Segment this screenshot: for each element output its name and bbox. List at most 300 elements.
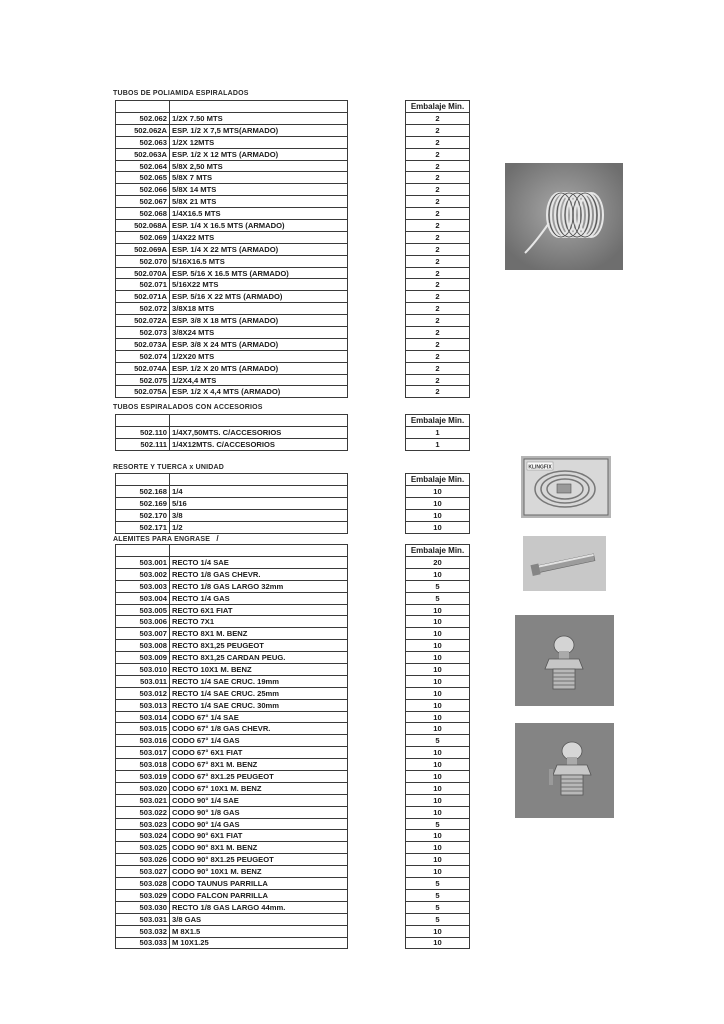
qty-table-alemites (405, 544, 470, 949)
item-code: 503.029 (116, 889, 170, 901)
item-code: 503.005 (116, 604, 170, 616)
table-row (116, 362, 348, 374)
table-row (116, 427, 348, 439)
item-qty: 10 (406, 747, 470, 759)
item-qty: 5 (406, 889, 470, 901)
item-qty: 10 (406, 723, 470, 735)
pen-mark-icon: / (216, 534, 219, 543)
table-row (116, 438, 348, 450)
table-row (116, 878, 348, 890)
qty-row (406, 184, 470, 196)
item-description: RECTO 1/4 SAE (170, 557, 348, 569)
table-row (116, 255, 348, 267)
item-description: 5/8X 21 MTS (170, 196, 348, 208)
qty-row (406, 628, 470, 640)
qty-row (406, 303, 470, 315)
items-table-tubos-poliamida (115, 100, 348, 398)
table-row (116, 640, 348, 652)
header-desc-cell (170, 545, 348, 557)
qty-row (406, 711, 470, 723)
table-row (116, 196, 348, 208)
item-code: 503.003 (116, 580, 170, 592)
header-desc-cell (170, 474, 348, 486)
item-code: 503.018 (116, 759, 170, 771)
qty-header-row (406, 545, 470, 557)
item-code: 503.030 (116, 901, 170, 913)
qty-row (406, 160, 470, 172)
qty-row (406, 267, 470, 279)
item-code: 502.074A (116, 362, 170, 374)
item-code: 503.009 (116, 652, 170, 664)
table-row (116, 664, 348, 676)
item-qty: 2 (406, 220, 470, 232)
qty-row (406, 427, 470, 439)
section-title-tubos-accesorios: TUBOS ESPIRALADOS CON ACCESORIOS (113, 404, 263, 411)
qty-row (406, 374, 470, 386)
item-code: 503.014 (116, 711, 170, 723)
qty-row (406, 830, 470, 842)
item-description: RECTO 1/4 SAE CRUC. 25mm (170, 687, 348, 699)
item-qty: 2 (406, 231, 470, 243)
grease-fitting-angled-photo (515, 723, 614, 818)
item-code: 503.019 (116, 771, 170, 783)
qty-row (406, 315, 470, 327)
item-qty: 10 (406, 687, 470, 699)
item-qty: 10 (406, 509, 470, 521)
item-description: RECTO 8X1 M. BENZ (170, 628, 348, 640)
item-code: 502.066 (116, 184, 170, 196)
item-qty: 10 (406, 866, 470, 878)
header-code-cell (116, 545, 170, 557)
item-qty: 10 (406, 497, 470, 509)
qty-row (406, 878, 470, 890)
items-header-row (116, 415, 348, 427)
item-code: 502.065 (116, 172, 170, 184)
table-row (116, 580, 348, 592)
section-title-alemites-label: ALEMITES PARA ENGRASE (113, 536, 211, 543)
qty-row (406, 640, 470, 652)
table-row (116, 901, 348, 913)
item-code: 502.067 (116, 196, 170, 208)
item-qty: 2 (406, 303, 470, 315)
item-description: 1/4X7,50MTS. C/ACCESORIOS (170, 427, 348, 439)
item-description: 1/4X22 MTS (170, 231, 348, 243)
table-row (116, 604, 348, 616)
item-code: 502.111 (116, 438, 170, 450)
item-description: CODO 67° 10X1 M. BENZ (170, 782, 348, 794)
table-row (116, 386, 348, 398)
item-description: RECTO 1/8 GAS CHEVR. (170, 568, 348, 580)
item-description: ESP. 1/2 X 12 MTS (ARMADO) (170, 148, 348, 160)
item-code: 502.071 (116, 279, 170, 291)
table-row (116, 374, 348, 386)
item-description: 3/8X18 MTS (170, 303, 348, 315)
item-code: 502.069A (116, 243, 170, 255)
item-qty: 10 (406, 771, 470, 783)
item-description: 1/2X 7.50 MTS (170, 113, 348, 125)
item-description: ESP. 1/4 X 16.5 MTS (ARMADO) (170, 220, 348, 232)
table-row (116, 854, 348, 866)
grease-fitting-straight-photo (515, 615, 614, 706)
item-qty: 2 (406, 350, 470, 362)
qty-row (406, 243, 470, 255)
item-description: ESP. 1/4 X 22 MTS (ARMADO) (170, 243, 348, 255)
item-code: 503.032 (116, 925, 170, 937)
item-description: CODO 90° 10X1 M. BENZ (170, 866, 348, 878)
item-qty: 2 (406, 208, 470, 220)
item-description: CODO 67° 1/4 GAS (170, 735, 348, 747)
item-description: CODO 67° 8X1.25 PEUGEOT (170, 771, 348, 783)
qty-header-row (406, 474, 470, 486)
table-row (116, 303, 348, 315)
section-title-alemites (113, 534, 219, 543)
items-table-resorte-tuerca (115, 473, 348, 534)
item-description: RECTO 1/4 SAE CRUC. 19mm (170, 675, 348, 687)
item-description: CODO 67° 1/8 GAS CHEVR. (170, 723, 348, 735)
qty-row (406, 664, 470, 676)
item-qty: 2 (406, 327, 470, 339)
table-row (116, 937, 348, 949)
item-description: 5/8X 2,50 MTS (170, 160, 348, 172)
item-code: 503.008 (116, 640, 170, 652)
item-qty: 2 (406, 124, 470, 136)
qty-row (406, 806, 470, 818)
item-description: RECTO 8X1,25 CARDAN PEUG. (170, 652, 348, 664)
header-code-cell (116, 101, 170, 113)
table-row (116, 830, 348, 842)
item-code: 503.004 (116, 592, 170, 604)
table-row (116, 568, 348, 580)
qty-row (406, 220, 470, 232)
item-qty: 2 (406, 196, 470, 208)
item-description: 3/8X24 MTS (170, 327, 348, 339)
item-description: 3/8 (170, 509, 348, 521)
header-desc-cell (170, 415, 348, 427)
table-row (116, 338, 348, 350)
item-description: 5/8X 14 MTS (170, 184, 348, 196)
qty-header-label: Embalaje Min. (406, 545, 470, 557)
table-row (116, 842, 348, 854)
item-description: CODO 90° 8X1.25 PEUGEOT (170, 854, 348, 866)
table-row (116, 148, 348, 160)
item-description: ESP. 1/2 X 4,4 MTS (ARMADO) (170, 386, 348, 398)
item-code: 503.031 (116, 913, 170, 925)
svg-text:KLINGFIX: KLINGFIX (528, 464, 552, 471)
item-description: ESP. 1/2 X 20 MTS (ARMADO) (170, 362, 348, 374)
table-row (116, 889, 348, 901)
table-row (116, 806, 348, 818)
qty-row (406, 327, 470, 339)
qty-row (406, 735, 470, 747)
item-description: CODO 67° 1/4 SAE (170, 711, 348, 723)
table-row (116, 136, 348, 148)
item-description: CODO FALCON PARRILLA (170, 889, 348, 901)
table-row (116, 279, 348, 291)
item-qty: 10 (406, 925, 470, 937)
qty-row (406, 842, 470, 854)
qty-table-tubos-poliamida (405, 100, 470, 398)
table-row (116, 675, 348, 687)
item-code: 503.006 (116, 616, 170, 628)
item-code: 503.027 (116, 866, 170, 878)
header-code-cell (116, 415, 170, 427)
item-qty: 2 (406, 374, 470, 386)
item-description: CODO 67° 6X1 FIAT (170, 747, 348, 759)
qty-row (406, 687, 470, 699)
item-qty: 10 (406, 937, 470, 949)
item-code: 502.073 (116, 327, 170, 339)
table-row (116, 315, 348, 327)
qty-row (406, 124, 470, 136)
item-qty: 2 (406, 243, 470, 255)
qty-table-tubos-accesorios (405, 414, 470, 451)
qty-row (406, 231, 470, 243)
table-row (116, 794, 348, 806)
qty-header-row (406, 415, 470, 427)
item-description: 1/2X4,4 MTS (170, 374, 348, 386)
item-code: 502.075A (116, 386, 170, 398)
item-qty: 10 (406, 806, 470, 818)
item-description: ESP. 5/16 X 22 MTS (ARMADO) (170, 291, 348, 303)
item-qty: 2 (406, 315, 470, 327)
table-row (116, 160, 348, 172)
qty-row (406, 592, 470, 604)
grease-extension-photo (523, 536, 606, 591)
item-description: RECTO 1/4 SAE CRUC. 30mm (170, 699, 348, 711)
item-description: 5/16 (170, 497, 348, 509)
qty-row (406, 196, 470, 208)
item-code: 502.069 (116, 231, 170, 243)
item-qty: 2 (406, 148, 470, 160)
item-qty: 1 (406, 438, 470, 450)
qty-row (406, 675, 470, 687)
qty-row (406, 350, 470, 362)
item-qty: 2 (406, 255, 470, 267)
items-table-tubos-accesorios (115, 414, 348, 451)
qty-row (406, 486, 470, 498)
item-code: 503.026 (116, 854, 170, 866)
table-row (116, 735, 348, 747)
item-qty: 5 (406, 592, 470, 604)
table-row (116, 759, 348, 771)
table-row (116, 509, 348, 521)
table-row (116, 699, 348, 711)
item-code: 503.021 (116, 794, 170, 806)
table-row (116, 711, 348, 723)
qty-row (406, 759, 470, 771)
item-description: RECTO 8X1,25 PEUGEOT (170, 640, 348, 652)
qty-row (406, 723, 470, 735)
table-row (116, 267, 348, 279)
item-description: ESP. 5/16 X 16.5 MTS (ARMADO) (170, 267, 348, 279)
item-qty: 2 (406, 386, 470, 398)
item-description: CODO 90° 6X1 FIAT (170, 830, 348, 842)
table-row (116, 231, 348, 243)
item-description: 5/8X 7 MTS (170, 172, 348, 184)
table-row (116, 628, 348, 640)
item-qty: 10 (406, 842, 470, 854)
qty-row (406, 854, 470, 866)
table-row (116, 113, 348, 125)
item-description: RECTO 1/8 GAS LARGO 32mm (170, 580, 348, 592)
item-code: 502.071A (116, 291, 170, 303)
item-qty: 20 (406, 557, 470, 569)
qty-row (406, 386, 470, 398)
item-description: 1/2 (170, 521, 348, 533)
qty-row (406, 889, 470, 901)
item-code: 503.020 (116, 782, 170, 794)
qty-row (406, 925, 470, 937)
item-code: 502.070 (116, 255, 170, 267)
item-code: 502.169 (116, 497, 170, 509)
qty-row (406, 652, 470, 664)
qty-row (406, 937, 470, 949)
item-description: M 10X1.25 (170, 937, 348, 949)
items-header-row (116, 545, 348, 557)
table-row (116, 184, 348, 196)
qty-row (406, 604, 470, 616)
item-description: 1/4X12MTS. C/ACCESORIOS (170, 438, 348, 450)
table-row (116, 687, 348, 699)
item-qty: 10 (406, 568, 470, 580)
qty-row (406, 113, 470, 125)
item-qty: 10 (406, 699, 470, 711)
table-row (116, 208, 348, 220)
item-qty: 2 (406, 184, 470, 196)
qty-row (406, 557, 470, 569)
item-code: 503.025 (116, 842, 170, 854)
item-qty: 10 (406, 628, 470, 640)
qty-row (406, 521, 470, 533)
item-code: 503.011 (116, 675, 170, 687)
section-title-resorte-tuerca: RESORTE Y TUERCA x UNIDAD (113, 464, 225, 471)
item-description: CODO 90° 1/4 GAS (170, 818, 348, 830)
item-qty: 10 (406, 759, 470, 771)
item-qty: 2 (406, 136, 470, 148)
item-description: 5/16X16.5 MTS (170, 255, 348, 267)
item-code: 502.062 (116, 113, 170, 125)
item-code: 502.062A (116, 124, 170, 136)
item-qty: 5 (406, 901, 470, 913)
qty-row (406, 497, 470, 509)
item-description: CODO 90° 1/8 GAS (170, 806, 348, 818)
qty-row (406, 616, 470, 628)
item-code: 503.017 (116, 747, 170, 759)
qty-row (406, 255, 470, 267)
qty-row (406, 362, 470, 374)
item-code: 503.010 (116, 664, 170, 676)
item-qty: 10 (406, 521, 470, 533)
item-description: M 8X1.5 (170, 925, 348, 937)
item-code: 503.012 (116, 687, 170, 699)
item-description: ESP. 1/2 X 7,5 MTS(ARMADO) (170, 124, 348, 136)
item-description: RECTO 1/4 GAS (170, 592, 348, 604)
table-row (116, 818, 348, 830)
table-row (116, 172, 348, 184)
item-description: CODO 90° 8X1 M. BENZ (170, 842, 348, 854)
qty-row (406, 913, 470, 925)
table-row (116, 350, 348, 362)
item-code: 502.072 (116, 303, 170, 315)
table-row (116, 243, 348, 255)
item-code: 502.063 (116, 136, 170, 148)
item-code: 502.074 (116, 350, 170, 362)
item-description: 1/2X 12MTS (170, 136, 348, 148)
item-code: 502.073A (116, 338, 170, 350)
spring-nut-kit-photo (521, 456, 611, 518)
qty-row (406, 338, 470, 350)
item-description: CODO 67° 8X1 M. BENZ (170, 759, 348, 771)
table-row (116, 866, 348, 878)
item-qty: 2 (406, 113, 470, 125)
table-row (116, 913, 348, 925)
item-code: 503.028 (116, 878, 170, 890)
table-row (116, 124, 348, 136)
item-description: RECTO 7X1 (170, 616, 348, 628)
qty-header-label: Embalaje Min. (406, 101, 470, 113)
item-code: 503.013 (116, 699, 170, 711)
item-code: 502.064 (116, 160, 170, 172)
qty-row (406, 136, 470, 148)
header-desc-cell (170, 101, 348, 113)
item-qty: 2 (406, 362, 470, 374)
table-row (116, 497, 348, 509)
item-qty: 10 (406, 664, 470, 676)
qty-row (406, 794, 470, 806)
item-qty: 2 (406, 160, 470, 172)
table-row (116, 723, 348, 735)
item-code: 503.016 (116, 735, 170, 747)
qty-row (406, 580, 470, 592)
item-description: 1/4X16.5 MTS (170, 208, 348, 220)
table-row (116, 771, 348, 783)
table-row (116, 327, 348, 339)
item-qty: 10 (406, 675, 470, 687)
qty-row (406, 699, 470, 711)
table-row (116, 291, 348, 303)
qty-row (406, 782, 470, 794)
qty-row (406, 866, 470, 878)
item-qty: 5 (406, 878, 470, 890)
item-qty: 2 (406, 279, 470, 291)
item-qty: 10 (406, 711, 470, 723)
items-table-alemites (115, 544, 348, 949)
table-row (116, 557, 348, 569)
item-code: 503.015 (116, 723, 170, 735)
item-qty: 10 (406, 854, 470, 866)
item-code: 502.072A (116, 315, 170, 327)
item-code: 502.171 (116, 521, 170, 533)
item-qty: 2 (406, 172, 470, 184)
item-qty: 10 (406, 830, 470, 842)
qty-row (406, 279, 470, 291)
item-description: RECTO 1/8 GAS LARGO 44mm. (170, 901, 348, 913)
table-row (116, 782, 348, 794)
item-description: CODO TAUNUS PARRILLA (170, 878, 348, 890)
item-code: 503.007 (116, 628, 170, 640)
qty-row (406, 771, 470, 783)
item-code: 502.075 (116, 374, 170, 386)
item-qty: 5 (406, 913, 470, 925)
item-qty: 2 (406, 267, 470, 279)
qty-row (406, 901, 470, 913)
item-description: CODO 90° 1/4 SAE (170, 794, 348, 806)
qty-row (406, 438, 470, 450)
item-qty: 10 (406, 794, 470, 806)
qty-row (406, 148, 470, 160)
item-qty: 1 (406, 427, 470, 439)
qty-header-row (406, 101, 470, 113)
